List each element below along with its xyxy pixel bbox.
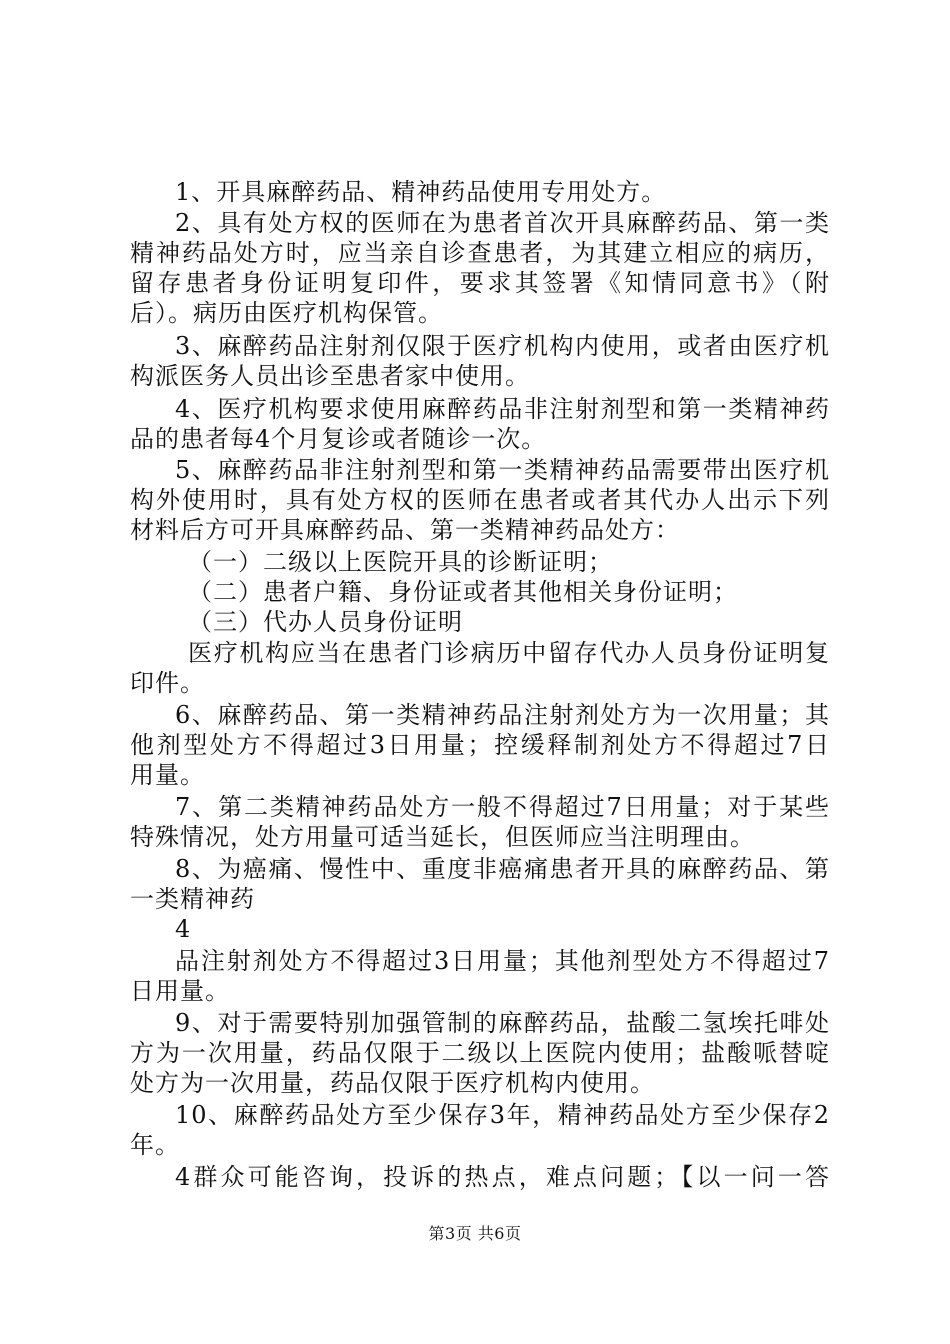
text-line: 年。	[130, 1131, 180, 1159]
text-line: 材料后方可开具麻醉药品、第一类精神药品处方：	[130, 516, 680, 544]
text-line: 10、麻醉药品处方至少保存3年，精神药品处方至少保存2	[175, 1101, 830, 1129]
text-line: 构外使用时，具有处方权的医师在患者或者其代办人出示下列	[130, 486, 830, 514]
text-line: 8、为癌痛、慢性中、重度非癌痛患者开具的麻醉药品、第	[175, 855, 830, 883]
text-line: 医疗机构应当在患者门诊病历中留存代办人员身份证明复	[188, 639, 830, 667]
page-footer: 第3页 共6页	[428, 1224, 522, 1243]
text-line: 3、麻醉药品注射剂仅限于医疗机构内使用，或者由医疗机	[175, 332, 830, 360]
list-item: （三）代办人员身份证明	[188, 608, 463, 636]
text-line: 后）。病历由医疗机构保管。	[130, 299, 443, 327]
text-line: 特殊情况，处方用量可适当延长，但医师应当注明理由。	[130, 823, 755, 851]
text-line: 留存患者身份证明复印件，要求其签署《知情同意书》（附	[130, 269, 830, 297]
text-line: 日用量。	[130, 977, 230, 1005]
text-line: 用量。	[130, 761, 205, 789]
text-line: 2、具有处方权的医师在为患者首次开具麻醉药品、第一类	[175, 209, 830, 237]
text-line: 品注射剂处方不得超过3日用量；其他剂型处方不得超过7	[175, 947, 830, 975]
text-line: 5、麻醉药品非注射剂型和第一类精神药品需要带出医疗机	[175, 456, 830, 484]
text-line: 9、对于需要特别加强管制的麻醉药品，盐酸二氢埃托啡处	[175, 1009, 830, 1037]
list-item: （二）患者户籍、身份证或者其他相关身份证明；	[188, 578, 738, 606]
text-line: 处方为一次用量，药品仅限于医疗机构内使用。	[130, 1069, 655, 1097]
text-line: 1、开具麻醉药品、精神药品使用专用处方。	[175, 178, 667, 206]
text-line: 4群众可能咨询，投诉的热点，难点问题；【以一问一答	[175, 1163, 830, 1191]
text-line: 4、医疗机构要求使用麻醉药品非注射剂型和第一类精神药	[175, 395, 830, 423]
text-line: 构派医务人员出诊至患者家中使用。	[130, 362, 530, 390]
text-line: 6、麻醉药品、第一类精神药品注射剂处方为一次用量；其	[175, 701, 830, 729]
list-item: （一）二级以上医院开具的诊断证明；	[188, 548, 613, 576]
text-line: 印件。	[130, 669, 205, 697]
text-line: 7、第二类精神药品处方一般不得超过7日用量；对于某些	[175, 793, 830, 821]
text-line: 方为一次用量，药品仅限于二级以上医院内使用；盐酸哌替啶	[130, 1039, 830, 1067]
page-number-marker: 4	[175, 915, 192, 943]
text-line: 他剂型处方不得超过3日用量；控缓释制剂处方不得超过7日	[130, 731, 830, 759]
text-line: 品的患者每4个月复诊或者随诊一次。	[130, 425, 547, 453]
text-line: 一类精神药	[130, 885, 255, 913]
text-line: 精神药品处方时，应当亲自诊查患者，为其建立相应的病历，	[130, 239, 830, 267]
